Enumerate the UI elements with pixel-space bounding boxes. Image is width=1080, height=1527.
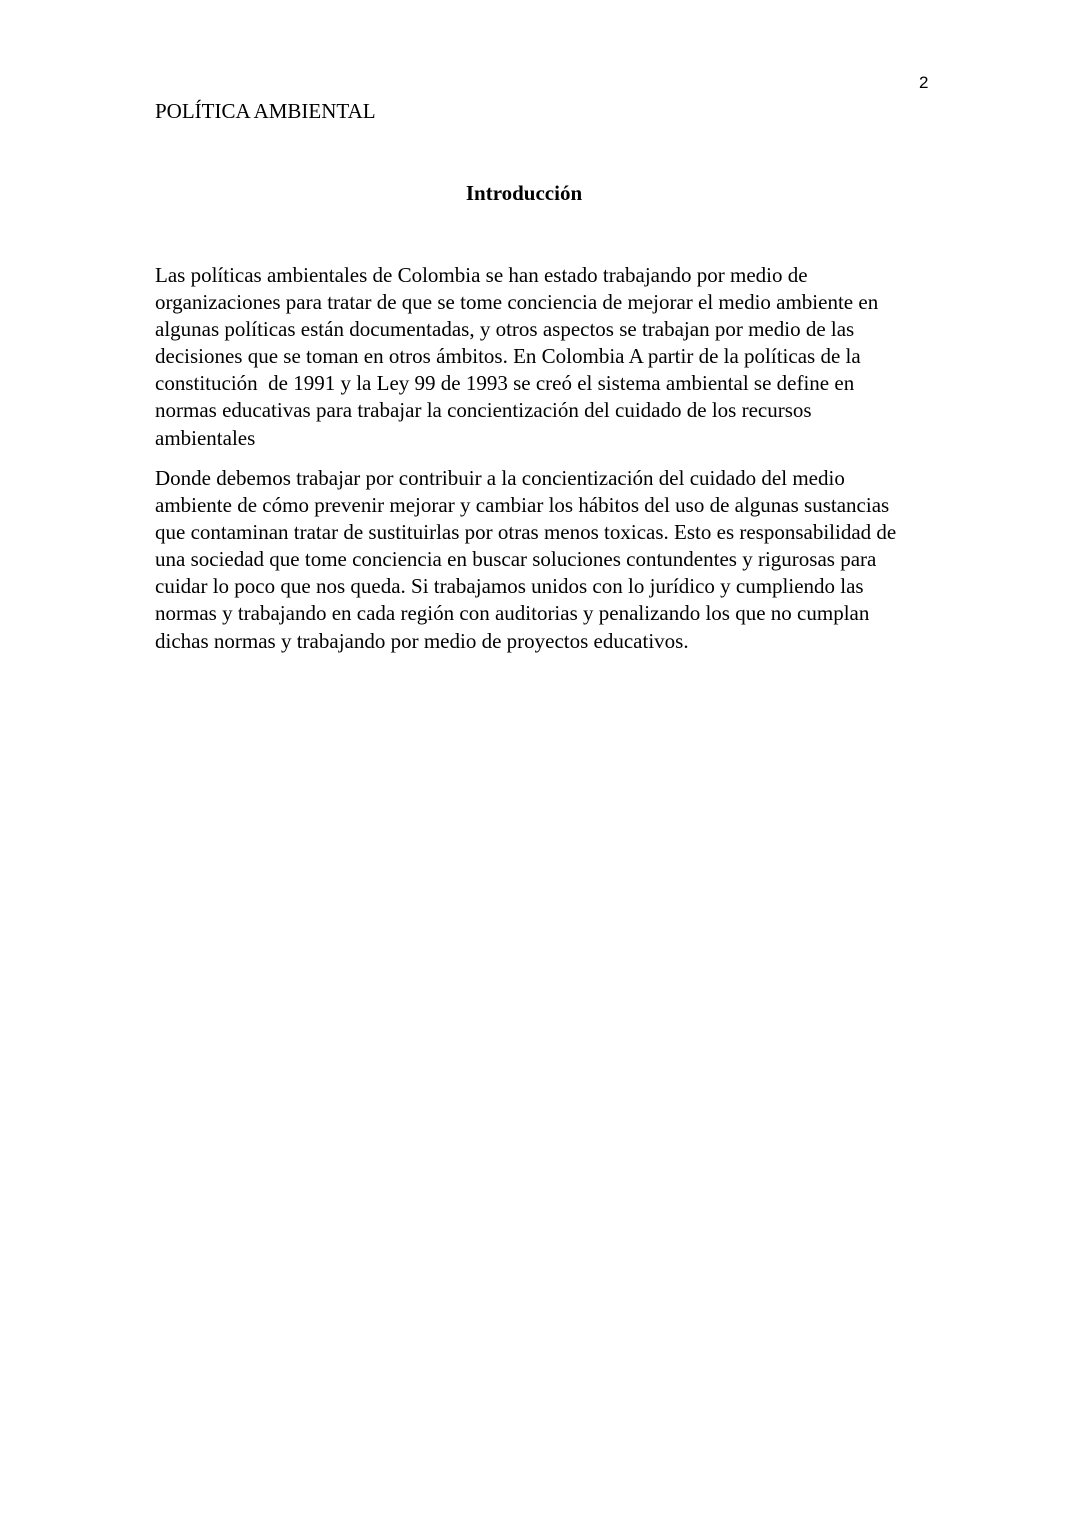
text-line: constitución de 1991 y la Ley 99 de 1993 se creó el sistema ambiental se define en xyxy=(155,371,855,396)
text-line: dichas normas y trabajando por medio de proyectos educativos. xyxy=(155,628,689,653)
paragraph-1 xyxy=(155,262,955,452)
text-line: Donde debemos trabajar por contribuir a la concientización del cuidado del medio xyxy=(155,466,845,490)
paragraph-2 xyxy=(155,465,955,655)
text-line: que contaminan tratar de sustituirlas por otras menos toxicas. Esto es responsabilidad de xyxy=(155,520,897,545)
text-line: normas y trabajando en cada región con auditorias y penalizando los que no cumplan xyxy=(155,601,870,626)
text-line: una sociedad que tome conciencia en buscar soluciones contundentes y rigurosas para xyxy=(155,547,877,572)
text-line: ambientales xyxy=(155,425,256,450)
text-line: cuidar lo poco que nos queda. Si trabajamos unidos con lo jurídico y cumpliendo las xyxy=(155,574,864,599)
section-title: Introducción xyxy=(465,181,583,205)
text-line: organizaciones para tratar de que se tome conciencia de mejorar el medio ambiente en xyxy=(155,290,879,315)
page-number: 2 xyxy=(919,73,929,92)
text-line: ambiente de cómo prevenir mejorar y cambiar los hábitos del uso de algunas sustancias xyxy=(155,493,890,518)
running-head: POLÍTICA AMBIENTAL xyxy=(155,99,376,123)
text-line: decisiones que se toman en otros ámbitos. En Colombia A partir de la políticas de la xyxy=(155,344,861,369)
text-line: algunas políticas están documentadas, y otros aspectos se trabajan por medio de las xyxy=(155,317,855,342)
text-line: normas educativas para trabajar la concientización del cuidado de los recursos xyxy=(155,398,812,423)
text-line: Las políticas ambientales de Colombia se han estado trabajando por medio de xyxy=(155,263,808,287)
